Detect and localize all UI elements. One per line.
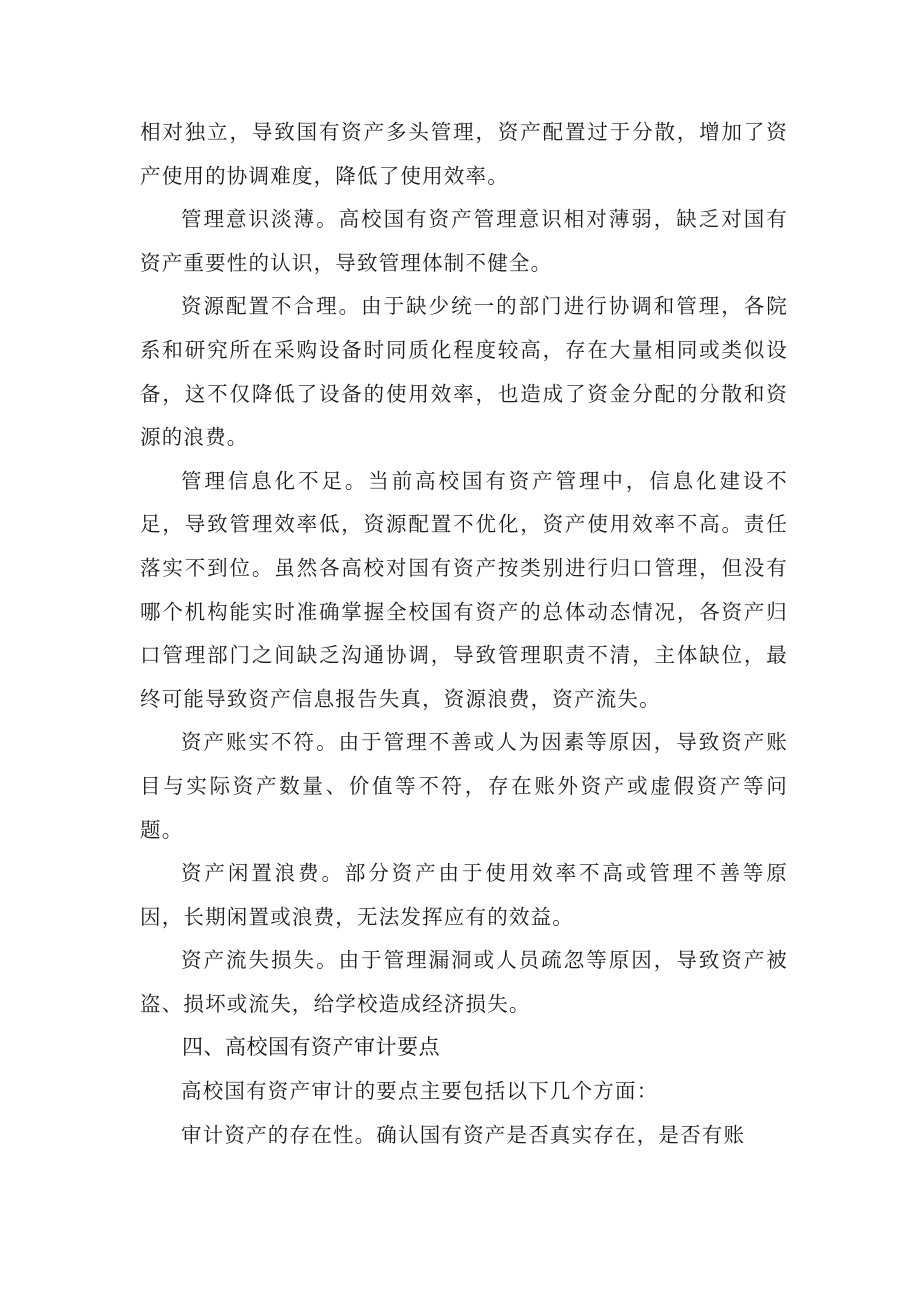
paragraph-resource-allocation: 资源配置不合理。由于缺少统一的部门进行协调和管理，各院系和研究所在采购设备时同质化程度较高，存在大量相同或类似设备，这不仅降低了设备的使用效率，也造成了资金分配的分散和资源的浪费。 [140,294,788,450]
paragraph-account-mismatch: 资产账实不符。由于管理不善或人为因素等原因，导致资产账目与实际资产数量、价值等不符，存在账外资产或虚假资产等问题。 [140,730,788,842]
paragraph-continuation: 相对独立，导致国有资产多头管理，资产配置过于分散，增加了资产使用的协调难度，降低了使用效率。 [140,120,788,188]
paragraph-informatization: 管理信息化不足。当前高校国有资产管理中，信息化建设不足，导致管理效率低，资源配置不优化，资产使用效率不高。责任落实不到位。虽然各高校对国有资产按类别进行归口管理，但没有哪个机构能实时准确掌握全校国有资产的总体动态情况，各资产归口管理部门之间缺乏沟通协调，导致管理职责不清，主体缺位，最终可能导致资产信息报告失真，资源浪费，资产流失。 [140,468,788,711]
paragraph-audit-intro: 高校国有资产审计的要点主要包括以下几个方面： [181,1079,659,1104]
paragraph-idle-waste: 资产闲置浪费。部分资产由于使用效率不高或管理不善等原因，长期闲置或浪费，无法发挥应有的效益。 [140,861,788,929]
paragraph-audit-existence: 审计资产的存在性。确认国有资产是否真实存在，是否有账 [181,1122,746,1147]
paragraph-asset-loss: 资产流失损失。由于管理漏洞或人员疏忽等原因，导致资产被盗、损坏或流失，给学校造成经济损失。 [140,948,788,1016]
document-body [140,111,788,1157]
paragraph-management-awareness: 管理意识淡薄。高校国有资产管理意识相对薄弱，缺乏对国有资产重要性的认识，导致管理体制不健全。 [140,207,788,275]
section-heading: 四、高校国有资产审计要点 [182,1035,440,1060]
